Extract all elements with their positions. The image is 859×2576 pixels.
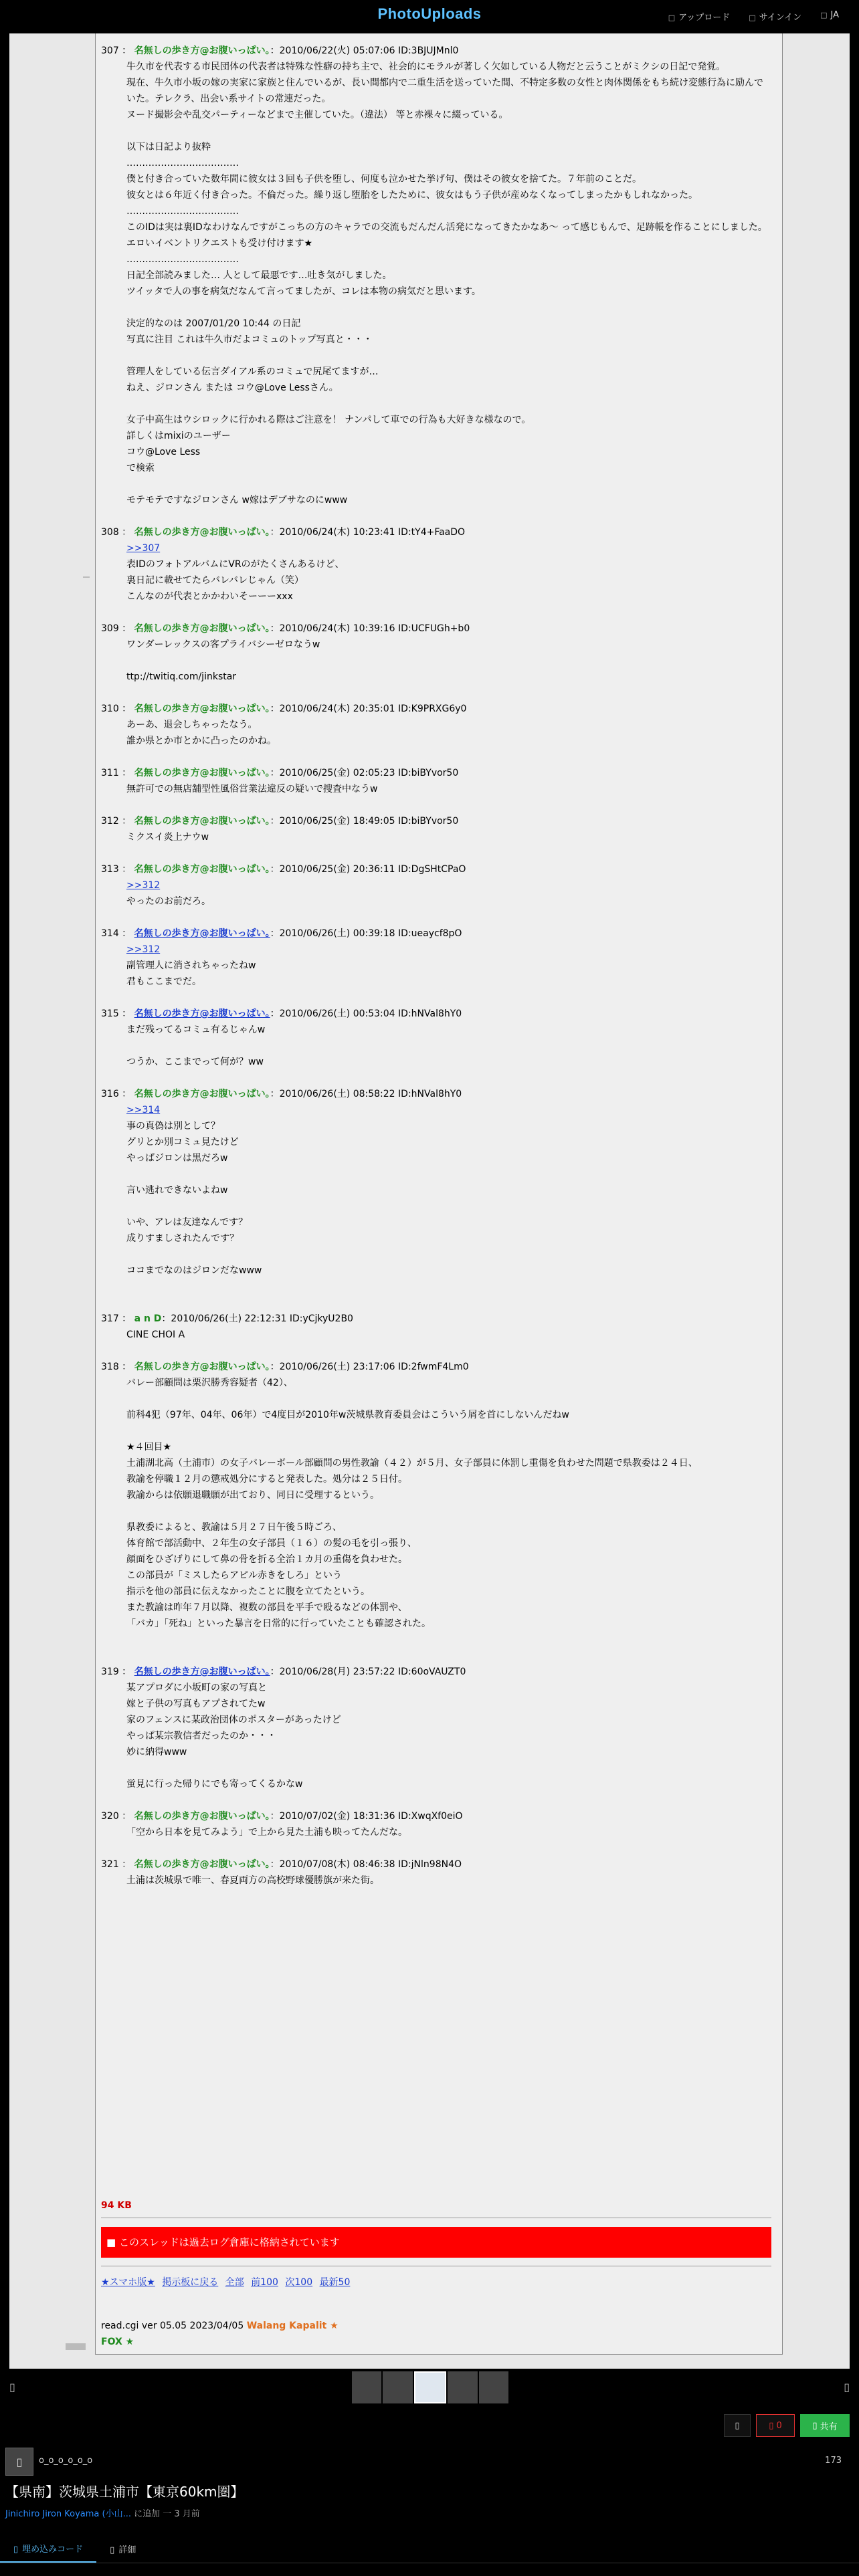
post-meta: ：2010/06/28(月) 23:57:22 ID:60oVAUZT0 [270,1667,466,1677]
reply-link[interactable]: >>307 [126,543,161,554]
post-meta: ：2010/07/08(木) 08:46:38 ID:jNln98N4O [270,1859,462,1870]
post-text: あーあ、退会しちゃったなう。 誰か県とか市とかに凸ったのかね。 [126,720,276,746]
post-text: ミクスイ炎上ナウw [126,832,209,843]
post [101,701,770,749]
post [101,1006,770,1070]
link-prev-100[interactable]: 前100 [251,2277,278,2288]
image-viewer-frame [9,33,850,2369]
post-number[interactable]: 311 [101,768,119,778]
reply-link[interactable]: >>312 [126,880,161,891]
post [101,1359,770,1648]
poster-name: 名無しの歩き方@お腹いっぱい。 [134,45,270,56]
more-icon: ▯ [735,2420,740,2431]
post-header: 316 ： 名無しの歩き方@お腹いっぱい。：2010/06/26(土) 08:58:22 ID:hNVal8hY0 [101,1089,462,1099]
thumbnail-strip [0,2369,859,2407]
post-text: CINE CHOI A [126,1329,185,1340]
post [101,524,770,605]
author-link[interactable]: Jinichiro Jiron Koyama (小山... [5,2509,131,2519]
post [101,621,770,685]
post-header: 313 ： 名無しの歩き方@お腹いっぱい。：2010/06/25(金) 20:36:11 ID:DgSHtCPaO [101,864,466,875]
post-meta: ：2010/06/26(土) 00:53:04 ID:hNVal8hY0 [270,1008,462,1019]
poster-name: 名無しの歩き方@お腹いっぱい。 [134,768,270,778]
post-number[interactable]: 309 [101,623,119,634]
post [101,813,770,845]
fox-link[interactable]: FOX ★ [101,2337,134,2347]
post-number[interactable]: 312 [101,816,119,827]
post-body [101,877,770,909]
post [101,1086,770,1295]
thread-document [95,33,783,2355]
link-all[interactable]: 全部 [225,2277,244,2288]
post-meta: ：2010/06/24(木) 20:35:01 ID:K9PRXG6y0 [270,704,467,714]
poster-name[interactable]: 名無しの歩き方@お腹いっぱい。 [134,1008,270,1019]
version-line: read.cgi ver 05.05 2023/04/05 Walang Kapalit ★ [101,2321,339,2331]
post-header: 317 ： a n D：2010/06/26(土) 22:12:31 ID:yCjkyU2B0 [101,1313,353,1324]
post [101,43,770,508]
post-text: 「空から日本を見てみよう」で上から見た土浦も映ってたんだな。 [126,1827,407,1838]
post-body [101,942,770,990]
reply-link[interactable]: >>314 [126,1105,161,1115]
thumbnail-selected[interactable] [414,2371,446,2403]
post-number[interactable]: 320 [101,1811,119,1822]
scroll-mark [83,576,90,578]
post-number[interactable]: 321 [101,1859,119,1870]
tab-details[interactable]: ▯ 詳細 [96,2539,149,2563]
info-icon: ▯ [110,2545,115,2555]
upload-icon: □ [668,13,676,22]
more-button[interactable] [724,2414,751,2437]
poster-name: 名無しの歩き方@お腹いっぱい。 [134,1811,270,1822]
post-text: 無許可での無店舗型性風俗営業法違反の疑いで捜査中なうw [126,784,378,794]
post-body [101,1872,770,1889]
post-list [101,43,770,1905]
poster-name: 名無しの歩き方@お腹いっぱい。 [134,527,270,538]
post-header: 315 ： 名無しの歩き方@お腹いっぱい。：2010/06/26(土) 00:53:04 ID:hNVal8hY0 [101,1008,462,1019]
post-meta: ：2010/06/26(土) 23:17:06 ID:2fwmF4Lm0 [270,1362,469,1372]
post-number[interactable]: 317 [101,1313,119,1324]
uploader-name[interactable]: o_o_o_o_o_o [39,2456,93,2466]
prev-arrow-icon[interactable]: ▯ [9,2381,15,2393]
reply-link[interactable]: >>312 [126,944,161,955]
archived-banner: ■ このスレッドは過去ログ倉庫に格納されています [101,2227,771,2258]
post-header: 314 ： 名無しの歩き方@お腹いっぱい。：2010/06/26(土) 00:39:18 ID:ueaycf8pO [101,928,462,939]
heart-icon: ▯ [769,2420,774,2431]
post [101,1664,770,1792]
post-text: 事の真偽は別として？ グリとか別コミュ見たけど やっぱジロンは黒だろw 言い逃れできないよねw いや、アレは友達なんです？ 成りすましされたんです？ ココまでなのはジロンだなwww [126,1121,262,1276]
byline: Jinichiro Jiron Koyama (小山... に追加 一 3 月前 [5,2509,200,2519]
nav-signin[interactable]: □ サインイン [749,13,802,23]
post-number[interactable]: 318 [101,1362,119,1372]
post-header: 320 ： 名無しの歩き方@お腹いっぱい。：2010/07/02(金) 18:31:36 ID:XwqXf0eiO [101,1811,463,1822]
post-meta: ：2010/06/22(火) 05:07:06 ID:3BJUJMnl0 [270,45,459,56]
thumbnail[interactable] [352,2371,381,2403]
link-latest-50[interactable]: 最新50 [319,2277,351,2288]
post-meta: ：2010/06/26(土) 08:58:22 ID:hNVal8hY0 [270,1089,462,1099]
next-arrow-icon[interactable]: ▯ [844,2381,850,2393]
code-icon: ▯ [13,2545,19,2555]
post-meta: ：2010/06/25(金) 20:36:11 ID:DgSHtCPaO [270,864,466,875]
poster-name[interactable]: 名無しの歩き方@お腹いっぱい。 [134,1667,270,1677]
action-buttons [724,2414,850,2437]
nav-language[interactable]: □ JA [820,10,839,20]
poster-name: 名無しの歩き方@お腹いっぱい。 [134,623,270,634]
post-header: 309 ： 名無しの歩き方@お腹いっぱい。：2010/06/24(木) 10:39:16 ID:UCFUGh+b0 [101,623,470,634]
thumbnail[interactable] [448,2371,477,2403]
poster-name: a n D [134,1313,162,1324]
top-nav [668,10,839,23]
post-body [101,1824,770,1840]
language-icon: □ [820,11,828,19]
post-body [101,1327,770,1343]
post-header: 310 ： 名無しの歩き方@お腹いっぱい。：2010/06/24(木) 20:35:01 ID:K9PRXG6y0 [101,704,467,714]
post-body [101,1022,770,1070]
post-number[interactable]: 313 [101,864,119,875]
poster-name: 名無しの歩き方@お腹いっぱい。 [134,1089,270,1099]
post-meta: ：2010/06/25(金) 02:05:23 ID:biBYvor50 [270,768,459,778]
signin-icon: □ [749,13,756,22]
post-text: 土浦は茨城県で唯一、春夏両方の高校野球優勝旗が来た街。 [126,1875,379,1886]
view-count: 173 [825,2456,842,2466]
post-header: 312 ： 名無しの歩き方@お腹いっぱい。：2010/06/25(金) 18:49:05 ID:biBYvor50 [101,816,459,827]
link-next-100[interactable]: 次100 [285,2277,313,2288]
post [101,1856,770,1889]
tab-embed-code[interactable]: ▯ 埋め込みコード [0,2539,96,2563]
post [101,1311,770,1343]
post-body [101,781,770,797]
post-number[interactable]: 308 [101,527,119,538]
post [101,926,770,990]
post-body [101,59,770,508]
post-number[interactable]: 316 [101,1089,119,1099]
link-smartphone[interactable]: ★スマホ版★ [101,2277,155,2288]
post-meta: ：2010/06/26(土) 22:12:31 ID:yCjkyU2B0 [161,1313,353,1324]
poster-name: 名無しの歩き方@お腹いっぱい。 [134,1362,270,1372]
post-body [101,1102,770,1295]
avatar[interactable]: ▯ [5,2448,33,2476]
image-title: 【県南】茨城県土浦市【東京60km圏】 [5,2484,244,2500]
post-header: 308 ： 名無しの歩き方@お腹いっぱい。：2010/06/24(木) 10:23:41 ID:tY4+FaaDO [101,527,466,538]
info-tabs [0,2539,859,2563]
thread-size: 94 KB [101,2200,132,2211]
post-meta: ：2010/06/24(木) 10:23:41 ID:tY4+FaaDO [270,527,466,538]
nav-upload[interactable]: □ アップロード [668,13,731,23]
post-text: 牛久市を代表する市民団体の代表者は特殊な性癖の持ち主で、社会的にモラルが著しく欠如している人物だと云うことがミクシの日記で発覚。 現在、牛久市小坂の嫁の実家に家族と住んでいるが、長い間都内で二重生活を送っていた間、不特定多数の女性と肉体関係をもち続け変態行為に励んでいた。テレクラ、出会い系サイトの常連だった。 ヌード撮影会や乱交パーティーなどまで主催していた。（違法） 等と赤裸々に綴っている。 以下は日記より抜粋 ……………………………… 僕と付き合っていた数年間に彼女は３回も子供を堕し、何度も泣かせた挙げ句、僕はその彼女を捨てた。７年前のことだ。 彼女とは６年近く付き合った。不倫だった。繰り返し堕胎をしたために、彼女はもう子供が産めなくなってしまったかもしれなかった。 ……………………………… このIDは実は裏IDなわけなんですがこっちの方のキャラでの交流もだんだん活発になってきたかなあ～ って感じもんで、足跡帳を作ることにしました。エロいイベントリクエストも受け付けます★ ……………………………… 日記全部読みました… 人として最悪です…吐き気がしました。 ツイッタで人の事を病気だなんて言ってましたが、コレは本物の病気だと思います。 決定的なのは 2007/01/20 10:44 の日記 写真に注目 これは牛久市だよコミュのトップ写真と・・・ 管理人をしている伝言ダイアル系のコミュで尻尾てますが… ねえ、ジロンさん または コウ@Love Lessさん。 女子中高生はウシロックに行かれる際はご注意を！ ナンパして車での行為も大好きな様なので。 詳しくはmixiのユーザー コウ@Love Less で検索 モテモテですなジロンさん w嫁はデブサなのにwww [126,62,767,506]
post-text: やったのお前だろ。 [126,896,211,907]
post-header: 321 ： 名無しの歩き方@お腹いっぱい。：2010/07/08(木) 08:46:38 ID:jNln98N4O [101,1859,462,1870]
post-meta: ：2010/06/26(土) 00:39:18 ID:ueaycf8pO [270,928,462,939]
walang-link[interactable]: Walang Kapalit ★ [246,2321,339,2331]
poster-name: 名無しの歩き方@お腹いっぱい。 [134,1859,270,1870]
thumbnail[interactable] [383,2371,412,2403]
poster-name: 名無しの歩き方@お腹いっぱい。 [134,864,270,875]
poster-name[interactable]: 名無しの歩き方@お腹いっぱい。 [134,928,270,939]
post-text: まだ残ってるコミュ有るじゃんw つうか、ここまでって何が？ww [126,1025,266,1067]
top-bar [0,0,859,33]
post-number[interactable]: 310 [101,704,119,714]
post-text: 某アプロダに小坂町の家の写真と 嫁と子供の写真もアプされてたw 家のフェンスに某政治団体のポスターがあったけど やっぱ某宗教信者だったのか・・・ 妙に納得www 蛍見に行った帰りにでも寄ってくるかなw [126,1683,341,1790]
post-number[interactable]: 315 [101,1008,119,1019]
share-icon: ▯ [812,2420,818,2431]
post-body [101,637,770,685]
post-meta: ：2010/07/02(金) 18:31:36 ID:XwqXf0eiO [270,1811,463,1822]
post [101,1808,770,1840]
post-body [101,540,770,605]
post-number[interactable]: 314 [101,928,119,939]
post-text: 副管理人に消されちゃったねw 君もここまでだ。 [126,960,256,987]
post-header: 319 ： 名無しの歩き方@お腹いっぱい。：2010/06/28(月) 23:57:22 ID:60oVAUZT0 [101,1667,466,1677]
post-meta: ：2010/06/24(木) 10:39:16 ID:UCFUGh+b0 [270,623,470,634]
poster-name: 名無しの歩き方@お腹いっぱい。 [134,704,270,714]
post-body [101,829,770,845]
post-text: バレー部顧問は栗沢勝秀容疑者（42）、 前科4犯（97年、04年、06年）で4度目が2010年w茨城県教育委員会はこういう屑を首にしないんだねw ★４回目★ 土浦湖北高（土浦市）の女子バレーボール部顧問の男性教諭（４２）が５月、女子部員に体罰し重傷を負わせた問題で県教委は２４日、 教諭を停職１２月の懲戒処分にすると発表した。処分は２５日付。 教諭からは依願退職願が出ており、同日に受理するという。 県教委によると、教諭は５月２７日午後５時ごろ、 体育館で部活動中、２年生の女子部員（１６）の髪の毛を引っ張り、 顔面をひざげりにして鼻の骨を折る全治１カ月の重傷を負わせた。 この部員が「ミスしたらアピル赤きをしろ」という 指示を他の部員に伝えなかったことに腹を立てたという。 また教諭は昨年７月以降、複数の部員を平手で殴るなどの体罰や、 「バカ」「死ね」といった暴言を日常的に行っていたことも確認された。 [126,1378,698,1629]
post [101,861,770,909]
post [101,765,770,797]
share-button[interactable]: ▯ 共有 [800,2414,850,2437]
post-meta: ：2010/06/25(金) 18:49:05 ID:biBYvor50 [270,816,459,827]
post-header: 318 ： 名無しの歩き方@お腹いっぱい。：2010/06/26(土) 23:17:06 ID:2fwmF4Lm0 [101,1362,469,1372]
link-back-to-board[interactable]: 掲示板に戻る [162,2277,219,2288]
post-header: 311 ： 名無しの歩き方@お腹いっぱい。：2010/06/25(金) 02:05:23 ID:biBYvor50 [101,768,459,778]
post-header: 307 ： 名無しの歩き方@お腹いっぱい。：2010/06/22(火) 05:07:06 ID:3BJUJMnl0 [101,45,459,56]
post-number[interactable]: 307 [101,45,119,56]
thumbnails [352,2371,508,2403]
thread-nav-links [101,2275,354,2288]
post-text: 表IDのフォトアルバムにVRのがたくさんあるけど、 裏日記に載せてたらバレバレじゃん（笑） こんなのが代表とかかわいそーーーxxx [126,559,345,602]
post-body [101,1680,770,1792]
post-number[interactable]: 319 [101,1667,119,1677]
scroll-mark [66,2343,86,2350]
post-text: ワンダーレックスの客プライバシーゼロなうw ttp://twitiq.com/jinkstar [126,639,320,682]
site-logo[interactable]: PhotoUploads [377,5,482,22]
post-body [101,717,770,749]
poster-name: 名無しの歩き方@お腹いっぱい。 [134,816,270,827]
post-body [101,1375,770,1648]
like-button[interactable]: ▯ 0 [756,2414,795,2437]
thumbnail[interactable] [479,2371,508,2403]
